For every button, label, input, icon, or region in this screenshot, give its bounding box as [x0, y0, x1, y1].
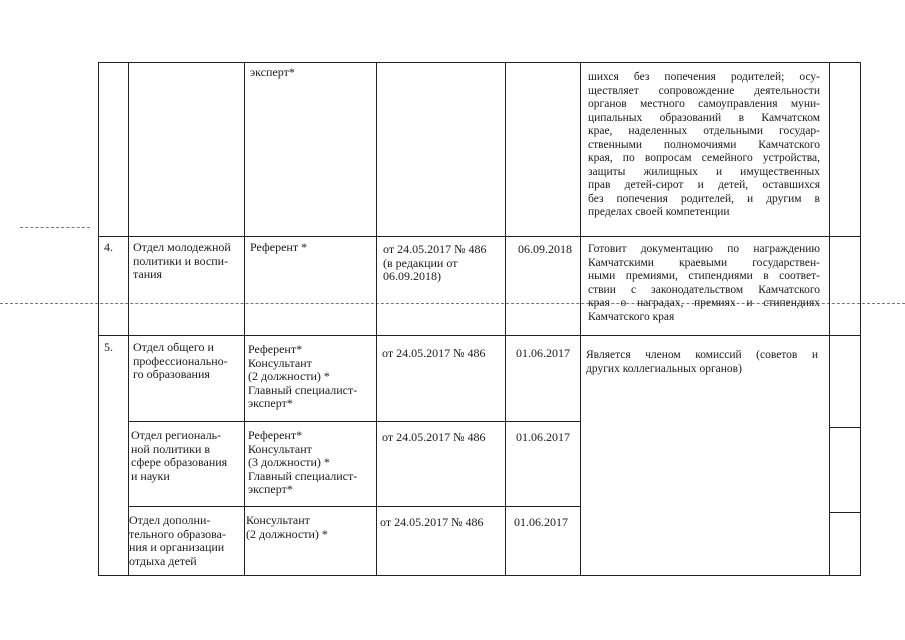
legal-act-cell: [383, 243, 487, 284]
function-line: защиты жилищных и имущественных: [588, 165, 820, 178]
function-line: ципальных образований в Камчатском: [588, 111, 820, 124]
legal-act-line: от 24.05.2017 № 486: [380, 515, 484, 529]
department-cell: [133, 241, 231, 282]
legal-act-cell: [382, 431, 486, 445]
date-cell: 01.06.2017: [516, 430, 570, 444]
position-line: Консультант: [248, 441, 312, 456]
date-cell: 06.09.2018: [518, 242, 572, 256]
position-cell: [246, 514, 328, 541]
function-cell: [588, 243, 820, 324]
legal-act-line: от 24.05.2017 № 486: [383, 242, 487, 256]
legal-act-line: (в редакции от: [383, 255, 458, 270]
table-border-bottom: [98, 575, 861, 576]
row-divider: [98, 236, 861, 237]
department-cell: [129, 514, 226, 568]
department-line: ной политики в: [131, 441, 211, 456]
position-line: Главный специалист-: [248, 382, 358, 397]
position-line: Референт*: [248, 428, 303, 442]
position-line: эксперт*: [248, 396, 293, 410]
function-line: органов местного самоуправления муни-: [588, 98, 820, 110]
department-cell: [133, 341, 228, 382]
position-line: (3 должности) *: [248, 455, 330, 469]
department-line: го образования: [133, 367, 210, 381]
function-line: крае, наделенных отдельными государ-: [588, 125, 820, 137]
position-line: эксперт*: [248, 482, 293, 496]
date-cell: 01.06.2017: [514, 515, 568, 529]
position-line: Консультант: [246, 513, 310, 527]
department-line: политики и воспи-: [133, 253, 229, 268]
department-line: Отдел общего и: [133, 340, 214, 354]
department-cell: [131, 429, 227, 483]
column-divider: [829, 62, 830, 576]
position-line: (2 должности) *: [246, 526, 328, 541]
position-line: Референт *: [250, 240, 308, 254]
legal-act-line: от 24.05.2017 № 486: [382, 430, 486, 444]
legal-act-line: 06.09.2018): [383, 269, 441, 283]
table-border-left: [98, 62, 99, 576]
function-line: ществляет сопровождение деятельности: [588, 84, 820, 97]
function-line: шихся без попечения родителей; осу-: [588, 71, 820, 83]
position-cell: [248, 429, 357, 497]
position-cell: [250, 66, 295, 80]
legal-act-line: от 24.05.2017 № 486: [382, 346, 486, 360]
function-line: ными премиями, стипендиями в соответ-: [588, 270, 820, 282]
table-border-right: [860, 62, 861, 576]
row-number: 5.: [104, 340, 113, 354]
column-divider: [580, 62, 581, 576]
department-line: и науки: [131, 468, 170, 483]
legal-act-cell: [382, 347, 486, 361]
function-line: Камчатскими краевыми государствен-: [588, 256, 820, 269]
row-divider: [128, 506, 580, 507]
position-line: (2 должности) *: [248, 369, 330, 383]
department-line: Отдел дополни-: [129, 513, 211, 527]
column-divider: [244, 62, 245, 576]
department-line: Отдел молодежной: [133, 240, 231, 254]
date-cell: 01.06.2017: [516, 346, 570, 360]
row-divider: [829, 427, 861, 428]
function-cell: [586, 349, 818, 376]
position-line: Главный специалист-: [248, 468, 358, 483]
department-line: сфере образования: [131, 455, 228, 469]
department-line: тельного образова-: [129, 526, 227, 541]
legal-act-cell: [380, 516, 484, 530]
department-line: профессионально-: [133, 353, 228, 368]
function-line: Камчатского края: [588, 310, 675, 323]
function-line: без попечения родителей, и другим в: [588, 192, 820, 205]
column-divider: [128, 62, 129, 576]
left-margin-mark: [20, 227, 90, 228]
function-line: края о наградах, премиях и стипендиях: [588, 297, 820, 309]
position-line: эксперт*: [250, 65, 295, 79]
row-divider: [128, 421, 580, 422]
position-line: Консультант: [248, 355, 312, 370]
function-cell: [588, 71, 820, 220]
row-divider: [829, 512, 861, 513]
row-number: 4.: [104, 240, 113, 254]
function-line: прав детей-сирот и детей, оставшихся: [588, 179, 820, 191]
department-line: ния и организации: [129, 540, 225, 554]
department-line: отдыха детей: [129, 553, 197, 568]
function-line: других коллегиальных органов): [586, 362, 742, 375]
position-cell: [248, 343, 357, 411]
row-divider: [98, 335, 861, 336]
function-line: ственными полномочиями Камчатского: [588, 138, 820, 151]
department-line: тания: [133, 267, 163, 281]
column-divider: [376, 62, 377, 576]
function-line: ствии с законодательством Камчатского: [588, 283, 820, 296]
function-line: пределах своей компетенции: [588, 206, 730, 218]
function-line: Готовит документацию по награждению: [588, 243, 820, 255]
function-line: края, по вопросам семейного устройства,: [588, 152, 820, 164]
position-cell: [250, 241, 307, 255]
table-border-top: [98, 62, 861, 63]
column-divider: [505, 62, 506, 576]
department-line: Отдел региональ-: [131, 428, 222, 442]
position-line: Референт*: [248, 342, 303, 356]
function-line: Является членом комиссий (советов и: [586, 349, 818, 361]
